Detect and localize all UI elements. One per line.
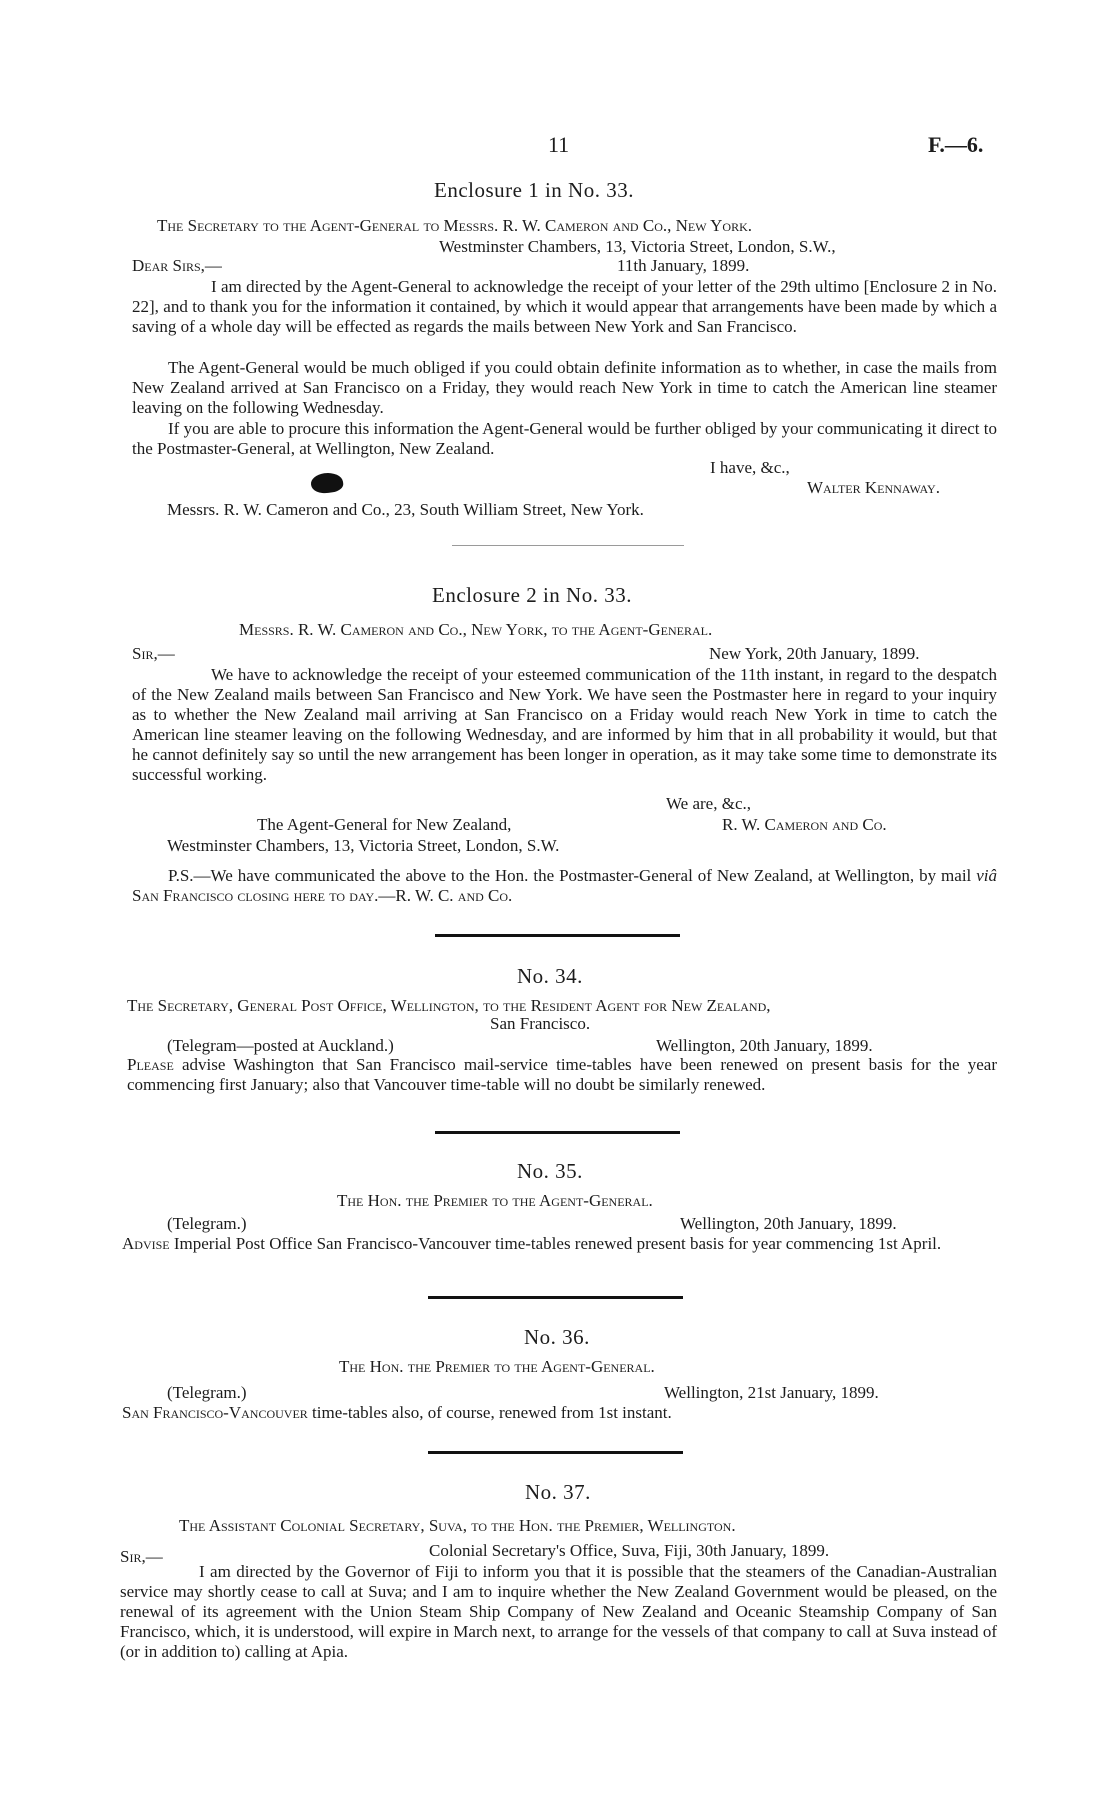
section-divider <box>452 545 684 546</box>
no36-telegram: (Telegram.) <box>167 1383 247 1402</box>
no35-date: Wellington, 20th January, 1899. <box>680 1214 897 1233</box>
postscript-text: P.S.—We have communicated the above to the Hon. the Postmaster-General of New Zealand, at Wellington, by mail <box>168 866 977 885</box>
no34-date: Wellington, 20th January, 1899. <box>656 1036 873 1055</box>
enclosure1-address: Westminster Chambers, 13, Victoria Street, London, S.W., <box>439 237 836 256</box>
no34-heading: No. 34. <box>517 964 583 988</box>
page-number: 11 <box>548 132 570 157</box>
enclosure1-signature: Walter Kennaway. <box>807 478 940 497</box>
section-divider <box>428 1296 683 1299</box>
no34-body-text: advise Washington that San Francisco mail-service time-tables have been renewed on present basis for the year commencing first January; also that Vancouver time-table will no doubt be similarly renewed. <box>127 1055 997 1094</box>
enclosure2-route: Messrs. R. W. Cameron and Co., New York, to the Agent-General. <box>239 620 713 639</box>
no34-telegram: (Telegram—posted at Auckland.) <box>167 1036 394 1055</box>
section-divider <box>428 1451 683 1454</box>
enclosure1-route: The Secretary to the Agent-General to Messrs. R. W. Cameron and Co., New York. <box>157 216 753 235</box>
enclosure1-paragraph-1: I am directed by the Agent-General to acknowledge the receipt of your letter of the 29th ultimo [Enclosure 2 in No. 22], and to thank you for the information it contained, by which it would appear that arrangements have been made by which a saving of a whole day will be effected as regards the mails between New York and San Francisco. <box>132 277 997 336</box>
enclosure2-closing: We are, &c., <box>666 794 751 813</box>
no35-body-text: Imperial Post Office San Francisco-Vancouver time-tables renewed present basis for year commencing 1st April. <box>169 1234 942 1253</box>
enclosure1-closing: I have, &c., <box>710 458 790 477</box>
no34-body <box>127 1055 997 1095</box>
no34-route: The Secretary, General Post Office, Wellington, to the Resident Agent for New Zealand, <box>127 996 771 1015</box>
page-reference: F.—6. <box>928 132 984 157</box>
no36-lead: San Francisco-Vancouver <box>122 1403 308 1422</box>
enclosure1-heading: Enclosure 1 in No. 33. <box>434 178 634 202</box>
postscript-via: viâ <box>976 866 997 885</box>
no34-route-continued: San Francisco. <box>490 1014 591 1033</box>
enclosure2-date: New York, 20th January, 1899. <box>709 644 920 663</box>
no35-lead: Advise <box>122 1234 170 1253</box>
enclosure2-postscript <box>132 866 997 906</box>
no34-lead: Please <box>127 1055 174 1074</box>
enclosure2-paragraph-1: We have to acknowledge the receipt of your esteemed communication of the 11th instant, in regard to the despatch of the New Zealand mails between San Francisco and New York. We have seen the Postmaster here in regard to your inquiry as to whether the New Zealand mail arriving at San Francisco on a Friday would reach New York in time to catch the American line steamer leaving on the following Wednesday, and are informed by him that in all probability it would, but that he cannot definitely say so until the new arrangement has been longer in operation, as it may take some time to demonstrate its successful working. <box>132 665 997 784</box>
enclosure2-address: Westminster Chambers, 13, Victoria Street, London, S.W. <box>167 836 560 855</box>
no37-route: The Assistant Colonial Secretary, Suva, to the Hon. the Premier, Wellington. <box>179 1516 736 1535</box>
enclosure2-signature: R. W. Cameron and Co. <box>722 815 887 834</box>
section-divider <box>435 1131 680 1134</box>
section-divider <box>435 934 680 937</box>
no36-route: The Hon. the Premier to the Agent-General. <box>339 1357 655 1376</box>
no35-telegram: (Telegram.) <box>167 1214 247 1233</box>
enclosure2-salutation: Sir,— <box>132 644 175 663</box>
no37-paragraph-1: I am directed by the Governor of Fiji to inform you that it is possible that the steamers of the Canadian-Australian service may shortly cease to call at Suva; and I am to inquire whether the New Zealand Government would be pleased, on the renewal of its agreement with the Union Steam Ship Company of New Zealand and Oceanic Steamship Company of San Francisco, which, it is understood, will expire in March next, to arrange for the vessels of that company to call at Suva instead of (or in addition to) calling at Apia. <box>120 1562 997 1661</box>
no37-salutation: Sir,— <box>120 1547 163 1566</box>
no35-route: The Hon. the Premier to the Agent-General. <box>337 1191 653 1210</box>
no37-heading: No. 37. <box>525 1480 591 1504</box>
enclosure1-date: 11th January, 1899. <box>617 256 750 275</box>
enclosure1-addressee: Messrs. R. W. Cameron and Co., 23, South William Street, New York. <box>167 500 644 519</box>
ink-blot <box>310 471 344 495</box>
no35-heading: No. 35. <box>517 1159 583 1183</box>
no36-body-text: time-tables also, of course, renewed from 1st instant. <box>307 1403 672 1422</box>
enclosure2-addressee: The Agent-General for New Zealand, <box>257 815 512 834</box>
no36-date: Wellington, 21st January, 1899. <box>664 1383 879 1402</box>
no37-date: Colonial Secretary's Office, Suva, Fiji, 30th January, 1899. <box>429 1541 830 1560</box>
enclosure1-paragraph-2: The Agent-General would be much obliged if you could obtain definite information as to whether, in case the mails from New Zealand arrived at San Francisco on a Friday, they would reach New York in time to catch the American line steamer leaving on the following Wednesday. <box>132 358 997 417</box>
enclosure1-salutation: Dear Sirs,— <box>132 256 222 275</box>
no36-heading: No. 36. <box>524 1325 590 1349</box>
no36-body <box>122 1403 672 1423</box>
enclosure2-heading: Enclosure 2 in No. 33. <box>432 583 632 607</box>
postscript-tail: San Francisco closing here to day.—R. W. C. and Co. <box>132 886 513 905</box>
no35-body <box>122 1234 997 1254</box>
enclosure1-paragraph-3: If you are able to procure this information the Agent-General would be further obliged by your communicating it direct to the Postmaster-General, at Wellington, New Zealand. <box>132 419 997 458</box>
